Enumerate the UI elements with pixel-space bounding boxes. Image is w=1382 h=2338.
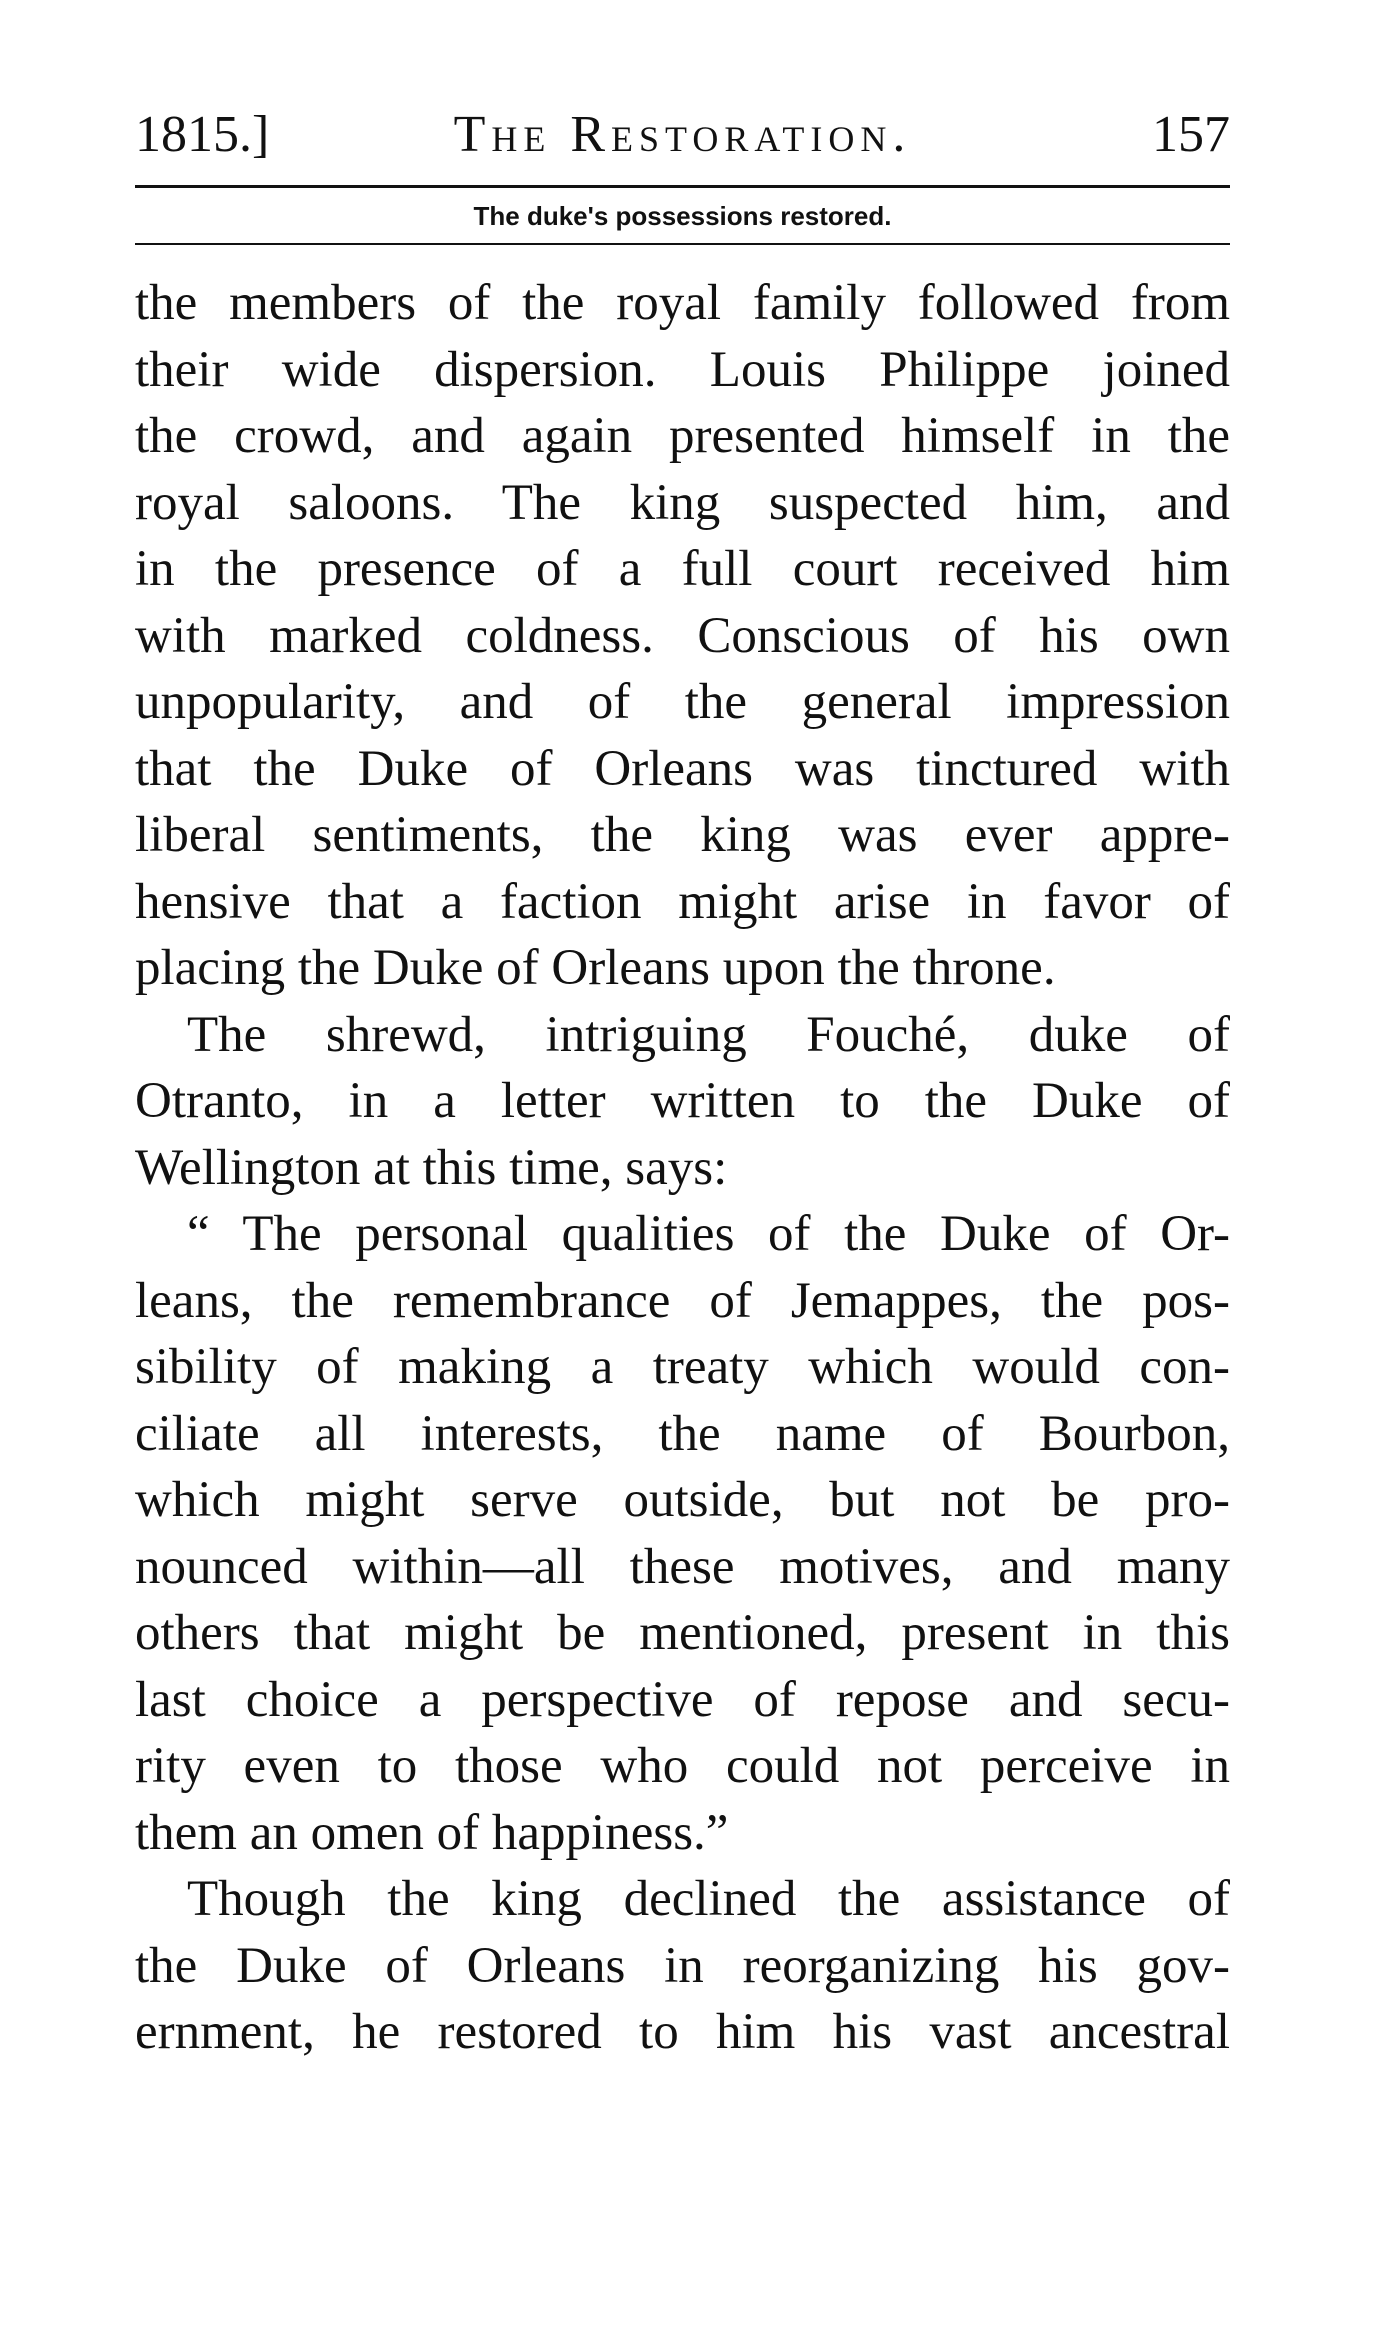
text-line: which might serve outside, but not be pro-: [135, 1472, 1230, 1528]
text-line: placing the Duke of Orleans upon the throne.: [135, 940, 1056, 996]
text-line: last choice a perspective of repose and secu-: [135, 1671, 1230, 1728]
text-line: royal saloons. The king suspected him, and: [135, 474, 1230, 531]
text-line: the members of the royal family followed from: [135, 275, 1230, 331]
text-line: their wide dispersion. Louis Philippe joined: [135, 341, 1230, 398]
text-line: nounced within—all these motives, and many: [135, 1538, 1230, 1595]
running-head: [135, 100, 1230, 170]
text-line: others that might be mentioned, present in this: [135, 1605, 1230, 1661]
text-line: ernment, he restored to him his vast ancestral: [135, 2004, 1230, 2060]
text-line: sibility of making a treaty which would con-: [135, 1339, 1230, 1395]
text-line: with marked coldness. Conscious of his own: [135, 607, 1230, 664]
text-line: the Duke of Orleans in reorganizing his gov-: [135, 1937, 1230, 1994]
text-line: leans, the remembrance of Jemappes, the pos-: [135, 1272, 1230, 1329]
text-line: that the Duke of Orleans was tinctured with: [135, 740, 1230, 797]
text-line: them an omen of happiness.”: [135, 1804, 729, 1861]
section-subheading: The duke's possessions restored.: [473, 201, 892, 231]
text-line: liberal sentiments, the king was ever appre-: [135, 807, 1230, 863]
text-line: Otranto, in a letter written to the Duke of: [135, 1073, 1230, 1129]
text-line: ciliate all interests, the name of Bourbon,: [135, 1405, 1230, 1462]
text-line: The shrewd, intriguing Fouché, duke of: [187, 1006, 1230, 1063]
header-rule-top: [135, 185, 1230, 188]
text-line: rity even to those who could not perceive in: [135, 1738, 1230, 1794]
page-number: 157: [1152, 106, 1230, 163]
body-text: [135, 270, 1230, 2066]
book-page: [135, 0, 1230, 2338]
running-head-title: The Restoration.: [453, 106, 912, 163]
header-rule-bottom: [135, 243, 1230, 245]
text-line: hensive that a faction might arise in favor of: [135, 873, 1230, 930]
running-head-year: 1815.]: [135, 106, 270, 163]
text-line: the crowd, and again presented himself in the: [135, 408, 1230, 464]
text-line: Though the king declined the assistance of: [187, 1871, 1230, 1927]
text-line: in the presence of a full court received him: [135, 541, 1230, 597]
text-line: “ The personal qualities of the Duke of Or-: [187, 1206, 1230, 1262]
text-line: Wellington at this time, says:: [135, 1139, 728, 1196]
text-line: unpopularity, and of the general impression: [135, 674, 1230, 730]
